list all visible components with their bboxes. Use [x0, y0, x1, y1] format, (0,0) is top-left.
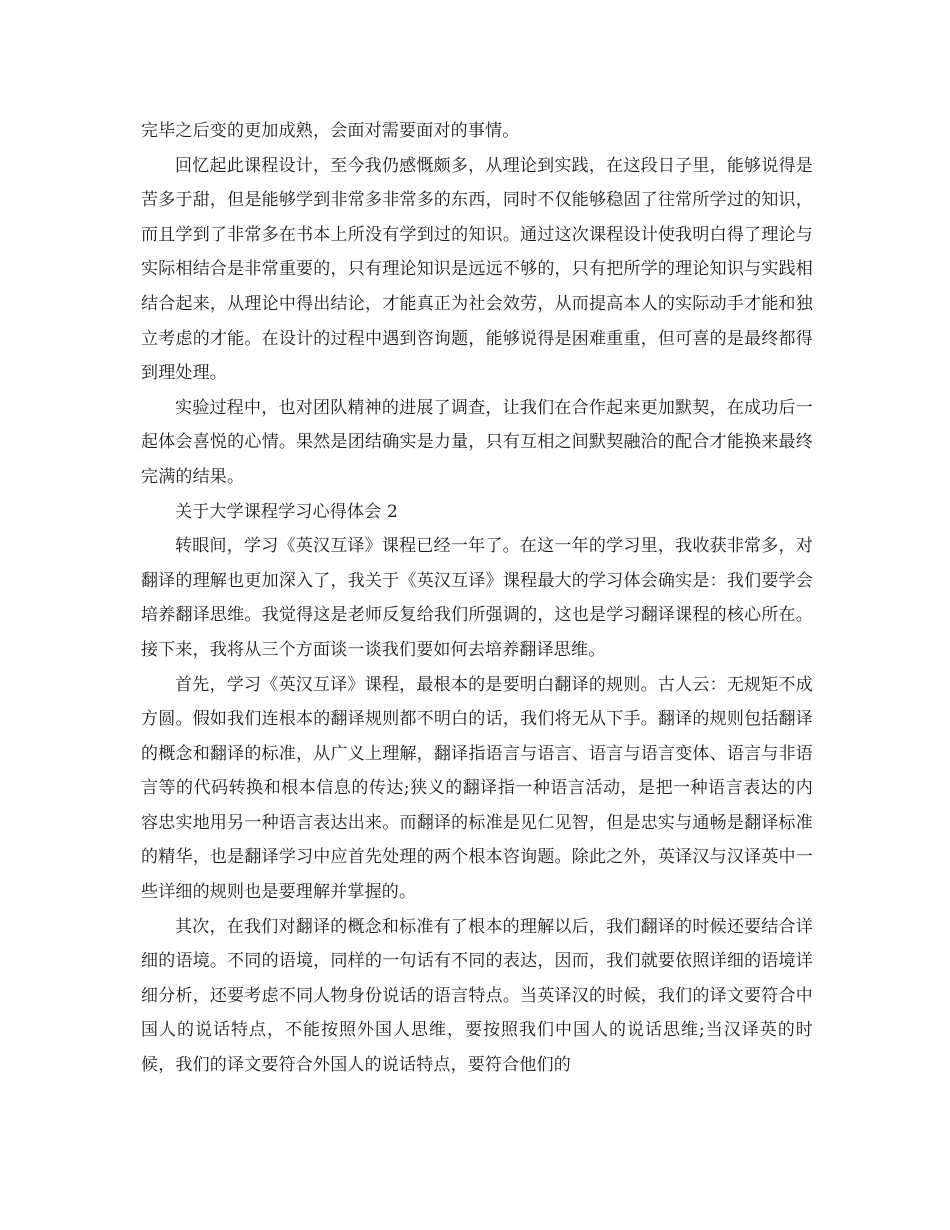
- section-heading: 关于大学课程学习心得体会 2: [175, 501, 399, 522]
- paragraph-continuation: 完毕之后变的更加成熟，会面对需要面对的事情。: [141, 121, 520, 141]
- paragraph-translation-rules: 首先，学习《英汉互译》课程，最根本的是要明白翻译的规则。古人云：无规矩不成方圆。假如我们连根本的翻译规则都不明白的话，我们将无从下手。翻译的规则包括翻译的概念和翻译的标准，从广义上理解，翻译指语言与语言、语言与语言变体、语言与非语言等的代码转换和根本信息的传达;狭义的翻译指一种语言活动，是把一种语言表达的内容忠实地用另一种语言表达出来。而翻译的标准是见仁见智，但是忠实与通畅是翻译标准的精华，也是翻译学习中应首先处理的两个根本咨询题。除此之外，英译汉与汉译英中一些详细的规则也是要理解并掌握的。: [141, 674, 813, 903]
- paragraph-translation-context: 其次，在我们对翻译的概念和标准有了根本的理解以后，我们翻译的时候还要结合详细的语境。不同的语境，同样的一句话有不同的表达，因而，我们就要依照详细的语境详细分析，还要考虑不同人物身份说话的语言特点。当英译汉的时候，我们的译文要符合中国人的说话特点，不能按照外国人思维，要按照我们中国人的说话思维;当汉译英的时候，我们的译文要符合外国人的说话特点，要符合他们的: [141, 916, 813, 1076]
- paragraph-team-spirit: 实验过程中，也对团队精神的进展了调查，让我们在合作起来更加默契，在成功后一起体会喜悦的心情。果然是团结确实是力量，只有互相之间默契融洽的配合才能换来最终完满的结果。: [141, 397, 813, 487]
- paragraph-course-design-reflection: 回忆起此课程设计，至今我仍感慨颇多，从理论到实践，在这段日子里，能够说得是苦多于甜，但是能够学到非常多非常多的东西，同时不仅能够稳固了往常所学过的知识，而且学到了非常多在书本上所没有学到过的知识。通过这次课程设计使我明白得了理论与实际相结合是非常重要的，只有理论知识是远远不够的，只有把所学的理论知识与实践相结合起来，从理论中得出结论，才能真正为社会效劳，从而提高本人的实际动手才能和独立考虑的才能。在设计的过程中遇到咨询题，能够说得是困难重重，但可喜的是最终都得到理处理。: [141, 155, 813, 384]
- document-body: [141, 114, 813, 1083]
- paragraph-translation-intro: 转眼间，学习《英汉互译》课程已经一年了。在这一年的学习里，我收获非常多，对翻译的理解也更加深入了，我关于《英汉互译》课程最大的学习体会确实是：我们要学会培养翻译思维。我觉得这是老师反复给我们所强调的，这也是学习翻译课程的核心所在。接下来，我将从三个方面谈一谈我们要如何去培养翻译思维。: [141, 536, 813, 660]
